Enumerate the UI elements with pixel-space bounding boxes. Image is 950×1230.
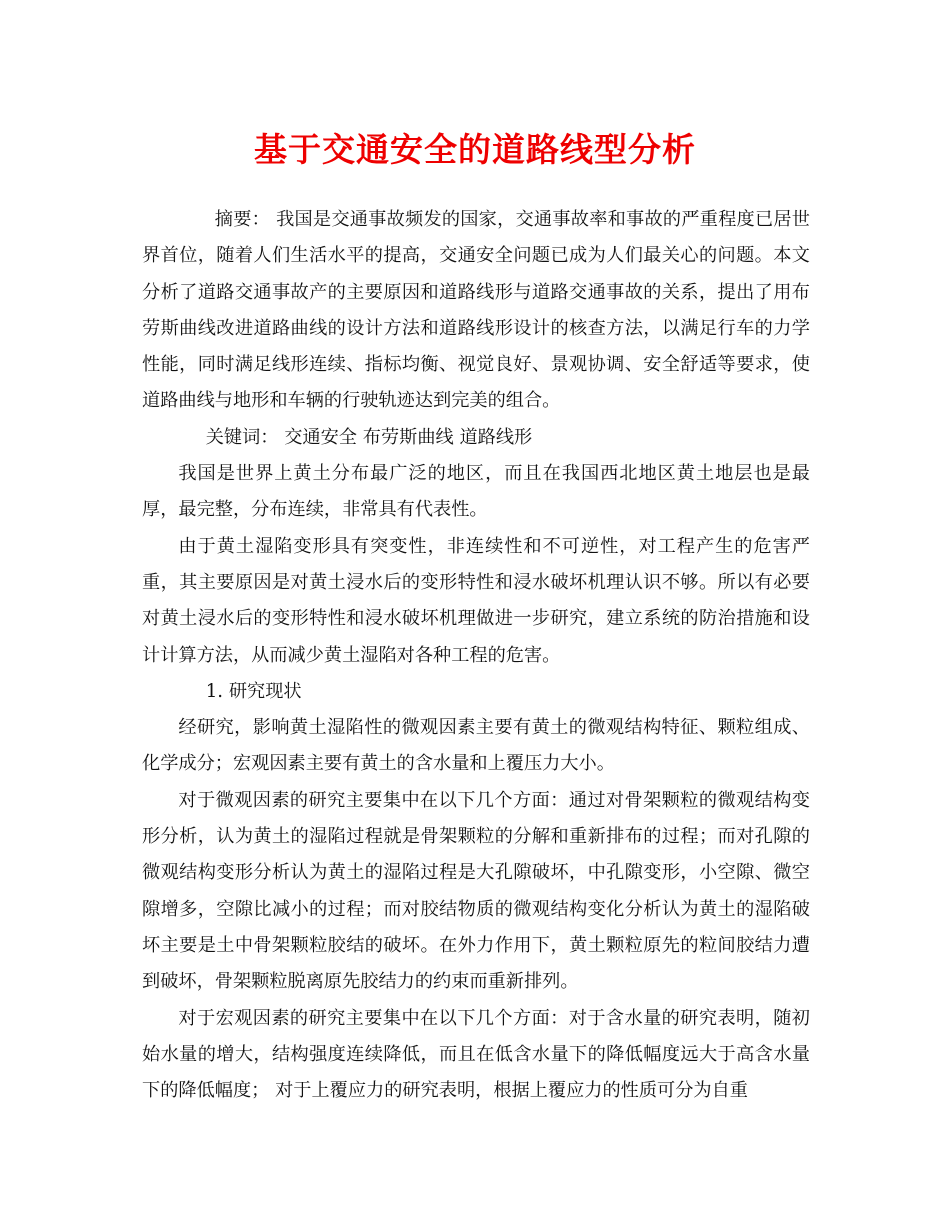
body-paragraph: 由于黄土湿陷变形具有突变性，非连续性和不可逆性，对工程产生的危害严重，其主要原因是对黄土浸水后的变形特性和浸水破坏机理认识不够。所以有必要对黄土浸水后的变形特性和浸水破坏机理做进一步研究，建立系统的防治措施和设计计算方法，从而减少黄土湿陷对各种工程的危害。 [142,535,810,666]
keywords-line: 关键词： 交通安全 布劳斯曲线 道路线形 [205,426,533,448]
section-paragraph: 对于宏观因素的研究主要集中在以下几个方面：对于含水量的研究表明，随初始水量的增大，结构强度连续降低，而且在低含水量下的降低幅度远大于高含水量下的降低幅度； 对于上覆应力的研究表明，根据上覆应力的性质可分为自重 [142,1007,810,1102]
document-body [142,202,810,1109]
section-paragraph: 经研究，影响黄土湿陷性的微观因素主要有黄土的微观结构特征、颗粒组成、化学成分；宏观因素主要有黄土的含水量和上覆压力大小。 [142,717,810,775]
document-title: 基于交通安全的道路线型分析 [254,130,696,169]
abstract-paragraph: 摘要： 我国是交通事故频发的国家，交通事故率和事故的严重程度已居世界首位，随着人们生活水平的提高，交通安全问题已成为人们最关心的问题。本文分析了道路交通事故产的主要原因和道路线形与道路交通事故的关系，提出了用布劳斯曲线改进道路曲线的设计方法和道路线形设计的核查方法，以满足行车的力学性能，同时满足线形连续、指标均衡、视觉良好、景观协调、安全舒适等要求，使道路曲线与地形和车辆的行驶轨迹达到完美的组合。 [142,209,810,412]
body-paragraph: 我国是世界上黄土分布最广泛的地区，而且在我国西北地区黄土地层也是最厚，最完整，分布连续，非常具有代表性。 [142,463,810,521]
section-heading: 1. 研究现状 [205,680,302,702]
section-paragraph: 对于微观因素的研究主要集中在以下几个方面：通过对骨架颗粒的微观结构变形分析，认为黄土的湿陷过程就是骨架颗粒的分解和重新排布的过程；而对孔隙的微观结构变形分析认为黄土的湿陷过程是大孔隙破坏，中孔隙变形，小空隙、微空隙增多，空隙比减小的过程；而对胶结物质的微观结构变化分析认为黄土的湿陷破坏主要是土中骨架颗粒胶结的破坏。在外力作用下，黄土颗粒原先的粒间胶结力遭到破坏，骨架颗粒脱离原先胶结力的约束而重新排列。 [142,789,810,993]
